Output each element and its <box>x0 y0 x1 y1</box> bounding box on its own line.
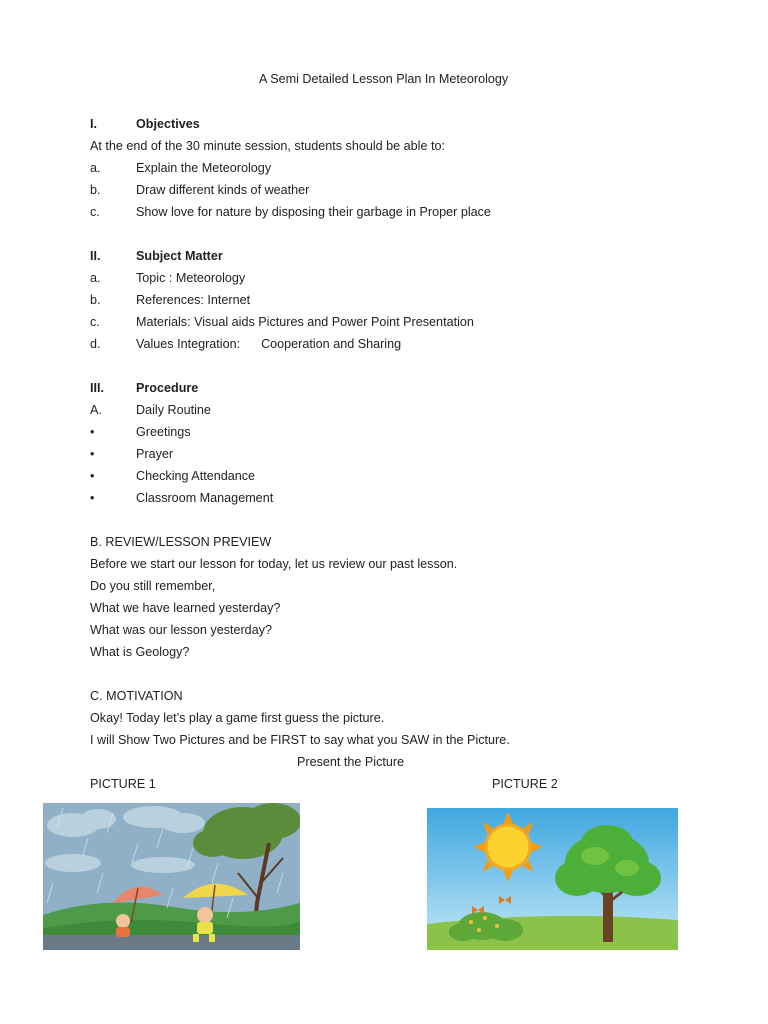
list-item: Greetings <box>136 425 191 439</box>
section-heading-subject-matter: Subject Matter <box>136 249 223 263</box>
bullet: • <box>90 425 95 439</box>
review-line: What we have learned yesterday? <box>90 601 281 615</box>
review-line: Before we start our lesson for today, let us review our past lesson. <box>90 557 458 571</box>
list-item: Materials: Visual aids Pictures and Power Point Presentation <box>136 315 474 329</box>
section-heading-objectives: Objectives <box>136 117 200 131</box>
review-line: What is Geology? <box>90 645 190 659</box>
picture-2-label: PICTURE 2 <box>492 777 558 791</box>
list-marker: b. <box>90 183 101 197</box>
list-item: Daily Routine <box>136 403 211 417</box>
review-heading: B. REVIEW/LESSON PREVIEW <box>90 535 272 549</box>
list-marker: a. <box>90 161 101 175</box>
review-line: Do you still remember, <box>90 579 216 593</box>
list-item: Topic : Meteorology <box>136 271 246 285</box>
list-item: Checking Attendance <box>136 469 256 483</box>
list-marker: c. <box>90 205 100 219</box>
rainy-day-picture <box>43 803 300 950</box>
motivation-line: Okay! Today let’s play a game first guess the picture. <box>90 711 385 725</box>
list-item: Show love for nature by disposing their garbage in Proper place <box>136 205 491 219</box>
list-item: Values Integration: Cooperation and Sharing <box>136 337 402 351</box>
document-title: A Semi Detailed Lesson Plan In Meteorology <box>259 72 509 86</box>
sunny-day-picture <box>427 808 678 950</box>
list-marker: c. <box>90 315 100 329</box>
present-picture-label: Present the Picture <box>297 755 405 769</box>
bullet: • <box>90 491 95 505</box>
list-item: Draw different kinds of weather <box>136 183 310 197</box>
section-numeral-subject-matter: II. <box>90 249 101 263</box>
list-marker: A. <box>90 403 102 417</box>
section-numeral-procedure: III. <box>90 381 104 395</box>
bullet: • <box>90 469 95 483</box>
picture-1-label: PICTURE 1 <box>90 777 156 791</box>
list-item: Prayer <box>136 447 174 461</box>
motivation-heading: C. MOTIVATION <box>90 689 183 703</box>
review-line: What was our lesson yesterday? <box>90 623 272 637</box>
section-numeral-objectives: I. <box>90 117 97 131</box>
list-item: Classroom Management <box>136 491 274 505</box>
bullet: • <box>90 447 95 461</box>
objectives-intro: At the end of the 30 minute session, students should be able to: <box>90 139 445 153</box>
list-item: References: Internet <box>136 293 251 307</box>
list-marker: b. <box>90 293 101 307</box>
list-item: Explain the Meteorology <box>136 161 272 175</box>
section-heading-procedure: Procedure <box>136 381 199 395</box>
list-marker: a. <box>90 271 101 285</box>
motivation-line: I will Show Two Pictures and be FIRST to say what you SAW in the Picture. <box>90 733 510 747</box>
list-marker: d. <box>90 337 101 351</box>
